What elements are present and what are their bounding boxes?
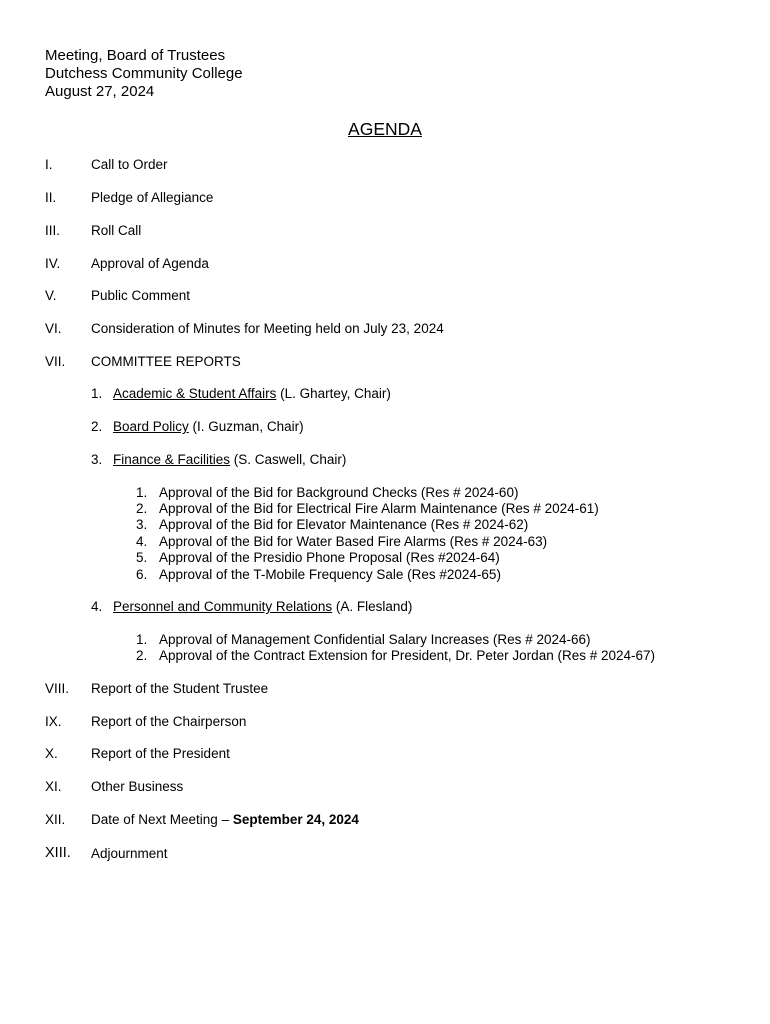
item-number: III. bbox=[45, 223, 61, 238]
item-text: Date of Next Meeting – bbox=[91, 812, 233, 827]
committee-entry bbox=[113, 599, 412, 614]
item-number: X. bbox=[45, 746, 58, 761]
resolution-text: Approval of the Bid for Electrical Fire Alarm Maintenance (Res # 2024-61) bbox=[159, 501, 599, 516]
item-number: XIII. bbox=[45, 845, 71, 861]
resolution-text: Approval of the T-Mobile Frequency Sale (Res #2024-65) bbox=[159, 567, 501, 582]
committee-number: 3. bbox=[91, 452, 103, 467]
item-text: Pledge of Allegiance bbox=[91, 190, 214, 205]
committee-name: Personnel and Community Relations bbox=[113, 599, 333, 614]
resolution-number: 5. bbox=[136, 550, 148, 565]
resolution-text: Approval of the Bid for Background Checks (Res # 2024-60) bbox=[159, 485, 519, 500]
committee-chair: (L. Ghartey, Chair) bbox=[276, 386, 391, 401]
item-number: IV. bbox=[45, 256, 61, 271]
item-number: IX. bbox=[45, 714, 62, 729]
resolution-number: 2. bbox=[136, 501, 148, 516]
resolution-text: Approval of the Contract Extension for President, Dr. Peter Jordan (Res # 2024-67) bbox=[159, 648, 656, 663]
resolution-number: 1. bbox=[136, 485, 148, 500]
item-text: Adjournment bbox=[91, 846, 168, 861]
committee-number: 2. bbox=[91, 419, 103, 434]
item-text: Approval of Agenda bbox=[91, 256, 209, 271]
committee-name: Finance & Facilities bbox=[113, 452, 231, 467]
resolution-text: Approval of the Bid for Water Based Fire Alarms (Res # 2024-63) bbox=[159, 534, 548, 549]
committee-chair: (A. Flesland) bbox=[332, 599, 413, 614]
item-text: Other Business bbox=[91, 779, 184, 794]
resolution-number: 1. bbox=[136, 632, 148, 647]
college-name: Dutchess Community College bbox=[45, 65, 243, 82]
resolution-number: 4. bbox=[136, 534, 148, 549]
resolution-text: Approval of the Presidio Phone Proposal (Res #2024-64) bbox=[159, 550, 500, 565]
meeting-header bbox=[45, 47, 243, 101]
committee-name: Academic & Student Affairs bbox=[113, 386, 277, 401]
meeting-date: August 27, 2024 bbox=[45, 83, 155, 100]
next-meeting-line bbox=[91, 812, 359, 827]
item-text: Report of the President bbox=[91, 746, 230, 761]
item-number: V. bbox=[45, 288, 57, 303]
resolution-number: 2. bbox=[136, 648, 148, 663]
resolution-number: 3. bbox=[136, 517, 148, 532]
item-text: COMMITTEE REPORTS bbox=[91, 354, 241, 369]
item-text: Report of the Chairperson bbox=[91, 714, 247, 729]
item-number: VI. bbox=[45, 321, 62, 336]
resolution-text: Approval of the Bid for Elevator Maintenance (Res # 2024-62) bbox=[159, 517, 529, 532]
item-text: Report of the Student Trustee bbox=[91, 681, 269, 696]
committee-chair: (I. Guzman, Chair) bbox=[188, 419, 304, 434]
item-number: I. bbox=[45, 157, 53, 172]
committee-number: 4. bbox=[91, 599, 103, 614]
committee-entry bbox=[113, 419, 304, 434]
item-number: VIII. bbox=[45, 681, 70, 696]
item-number: VII. bbox=[45, 354, 66, 369]
item-number: XI. bbox=[45, 779, 62, 794]
agenda-title: AGENDA bbox=[348, 119, 422, 139]
committee-entry bbox=[113, 452, 346, 467]
committee-chair: (S. Caswell, Chair) bbox=[230, 452, 347, 467]
next-meeting-date: September 24, 2024 bbox=[232, 812, 359, 827]
item-number: II. bbox=[45, 190, 57, 205]
committee-number: 1. bbox=[91, 386, 103, 401]
item-number: XII. bbox=[45, 812, 66, 827]
item-text: Call to Order bbox=[91, 157, 168, 172]
item-text: Roll Call bbox=[91, 223, 142, 238]
item-text: Public Comment bbox=[91, 288, 191, 303]
resolution-text: Approval of Management Confidential Salary Increases (Res # 2024-66) bbox=[159, 632, 591, 647]
resolution-number: 6. bbox=[136, 567, 148, 582]
item-text: Consideration of Minutes for Meeting held on July 23, 2024 bbox=[91, 321, 444, 336]
meeting-name: Meeting, Board of Trustees bbox=[45, 47, 226, 64]
committee-entry bbox=[113, 386, 391, 401]
committee-name: Board Policy bbox=[113, 419, 189, 434]
